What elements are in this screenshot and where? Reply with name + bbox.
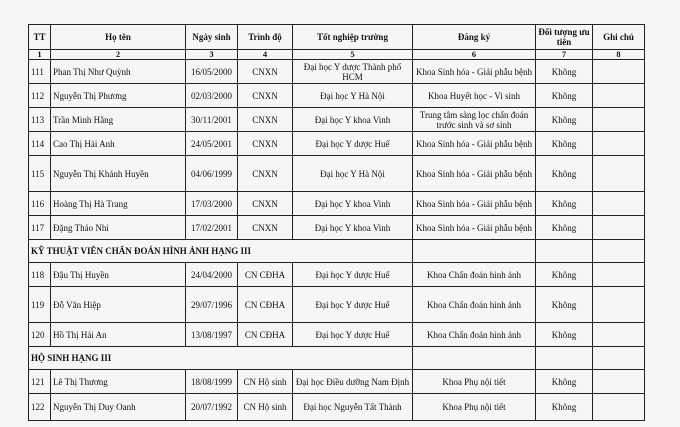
- cell-note: [593, 394, 645, 421]
- table-row: [29, 156, 645, 192]
- cell-name: Hồ Thị Hải An: [51, 323, 186, 347]
- cell-note: [593, 156, 645, 192]
- cell-tt: 112: [29, 84, 51, 108]
- cell-name: Nguyễn Thị Khánh Huyền: [51, 156, 186, 192]
- cell-level: CN CĐHA: [238, 263, 293, 287]
- col-num-8: 8: [593, 50, 645, 60]
- cell-register: Khoa Sinh hóa - Giải phẫu bệnh: [413, 156, 536, 192]
- cell-dob: 17/03/2000: [186, 192, 238, 216]
- cell-level: CNXN: [238, 60, 293, 84]
- cell-name: Đỗ Văn Hiệp: [51, 287, 186, 323]
- cell-tt: 117: [29, 216, 51, 240]
- cell-priority: Không: [536, 192, 593, 216]
- table-row: [29, 132, 645, 156]
- cell-level: CN CĐHA: [238, 287, 293, 323]
- cell-school: Đại học Điều dưỡng Nam Định: [293, 370, 413, 394]
- section-empty-cell: [536, 347, 593, 370]
- cell-priority: Không: [536, 263, 593, 287]
- cell-register: Khoa Phụ nội tiết: [413, 394, 536, 421]
- cell-school: Đại học Y Hà Nội: [293, 84, 413, 108]
- cell-tt: 113: [29, 108, 51, 132]
- cell-dob: 04/06/1999: [186, 156, 238, 192]
- cell-tt: 118: [29, 263, 51, 287]
- cell-tt: 116: [29, 192, 51, 216]
- cell-priority: Không: [536, 394, 593, 421]
- col-num-4: 4: [238, 50, 293, 60]
- cell-note: [593, 192, 645, 216]
- cell-tt: 114: [29, 132, 51, 156]
- cell-note: [593, 263, 645, 287]
- cell-priority: Không: [536, 108, 593, 132]
- section-row: [29, 347, 645, 370]
- cell-name: Lê Thị Thương: [51, 370, 186, 394]
- cell-dob: 24/04/2000: [186, 263, 238, 287]
- cell-tt: 115: [29, 156, 51, 192]
- header-register: Đăng ký: [413, 25, 536, 50]
- header-row: [29, 25, 645, 50]
- cell-school: Đại học Y khoa Vinh: [293, 108, 413, 132]
- cell-register: Khoa Sinh hóa - Giải phẫu bệnh: [413, 192, 536, 216]
- table-row: [29, 216, 645, 240]
- table-row: [29, 287, 645, 323]
- section-title-midwife: HỘ SINH HẠNG III: [29, 347, 413, 370]
- cell-tt: 111: [29, 60, 51, 84]
- header-tt: TT: [29, 25, 51, 50]
- section-empty-cell: [413, 240, 536, 263]
- cell-priority: Không: [536, 287, 593, 323]
- cell-level: CNXN: [238, 132, 293, 156]
- cell-school: Đại học Y khoa Vinh: [293, 192, 413, 216]
- table-row: [29, 370, 645, 394]
- section-empty-cell: [593, 240, 645, 263]
- cell-note: [593, 84, 645, 108]
- cell-level: CNXN: [238, 156, 293, 192]
- cell-level: CN CĐHA: [238, 323, 293, 347]
- cell-name: Nguyễn Thị Phương: [51, 84, 186, 108]
- header-note: Ghi chú: [593, 25, 645, 50]
- cell-dob: 18/08/1999: [186, 370, 238, 394]
- header-name: Họ tên: [51, 25, 186, 50]
- cell-note: [593, 108, 645, 132]
- cell-dob: 29/07/1996: [186, 287, 238, 323]
- cell-level: CN Hộ sinh: [238, 370, 293, 394]
- cell-tt: 120: [29, 323, 51, 347]
- cell-school: Đại học Y dược Huế: [293, 287, 413, 323]
- col-num-6: 6: [413, 50, 536, 60]
- cell-school: Đại học Y dược Huế: [293, 263, 413, 287]
- cell-name: Cao Thị Hải Anh: [51, 132, 186, 156]
- cell-register: Trung tâm sàng lọc chẩn đoán trước sinh và sơ sinh: [413, 108, 536, 132]
- table-row: [29, 84, 645, 108]
- col-num-5: 5: [293, 50, 413, 60]
- cell-register: Khoa Phụ nội tiết: [413, 370, 536, 394]
- table-row: [29, 192, 645, 216]
- cell-register: Khoa Chẩn đoán hình ảnh: [413, 287, 536, 323]
- cell-register: Khoa Sinh hóa - Giải phẫu bệnh: [413, 216, 536, 240]
- cell-name: Phan Thị Như Quỳnh: [51, 60, 186, 84]
- cell-priority: Không: [536, 156, 593, 192]
- cell-school: Đại học Y dược Huế: [293, 132, 413, 156]
- col-num-2: 2: [51, 50, 186, 60]
- cell-name: Nguyễn Thị Duy Oanh: [51, 394, 186, 421]
- cell-school: Đại học Y Hà Nội: [293, 156, 413, 192]
- cell-priority: Không: [536, 60, 593, 84]
- cell-dob: 24/05/2001: [186, 132, 238, 156]
- cell-note: [593, 287, 645, 323]
- cell-school: Đại học Nguyễn Tất Thành: [293, 394, 413, 421]
- cell-register: Khoa Sinh hóa - Giải phẫu bệnh: [413, 60, 536, 84]
- cell-note: [593, 216, 645, 240]
- table-row: [29, 323, 645, 347]
- cell-level: CNXN: [238, 216, 293, 240]
- cell-register: Khoa Sinh hóa - Giải phẫu bệnh: [413, 132, 536, 156]
- cell-note: [593, 370, 645, 394]
- cell-register: Khoa Chẩn đoán hình ảnh: [413, 263, 536, 287]
- table-body: [29, 60, 645, 421]
- section-row: [29, 240, 645, 263]
- cell-note: [593, 132, 645, 156]
- cell-dob: 20/07/1992: [186, 394, 238, 421]
- cell-name: Đặng Thảo Nhi: [51, 216, 186, 240]
- cell-priority: Không: [536, 216, 593, 240]
- cell-level: CNXN: [238, 192, 293, 216]
- header-dob: Ngày sinh: [186, 25, 238, 50]
- cell-school: Đại học Y khoa Vinh: [293, 216, 413, 240]
- cell-priority: Không: [536, 132, 593, 156]
- column-number-row: [29, 50, 645, 60]
- col-num-7: 7: [536, 50, 593, 60]
- cell-dob: 30/11/2001: [186, 108, 238, 132]
- cell-priority: Không: [536, 370, 593, 394]
- table-row: [29, 263, 645, 287]
- cell-level: CNXN: [238, 108, 293, 132]
- header-school: Tốt nghiệp trường: [293, 25, 413, 50]
- cell-dob: 17/02/2001: [186, 216, 238, 240]
- cell-level: CNXN: [238, 84, 293, 108]
- header-level: Trình độ: [238, 25, 293, 50]
- section-title-imaging: KỸ THUẬT VIÊN CHẨN ĐOÁN HÌNH ẢNH HẠNG III: [29, 240, 413, 263]
- section-empty-cell: [593, 347, 645, 370]
- col-num-3: 3: [186, 50, 238, 60]
- section-empty-cell: [536, 240, 593, 263]
- col-num-1: 1: [29, 50, 51, 60]
- cell-school: Đại học Y dược Thành phố HCM: [293, 60, 413, 84]
- cell-register: Khoa Huyết học - Vi sinh: [413, 84, 536, 108]
- cell-priority: Không: [536, 84, 593, 108]
- cell-note: [593, 60, 645, 84]
- cell-name: Hoàng Thị Hà Trang: [51, 192, 186, 216]
- cell-dob: 02/03/2000: [186, 84, 238, 108]
- candidate-table: [28, 24, 645, 421]
- cell-tt: 122: [29, 394, 51, 421]
- candidate-table-sheet: [28, 24, 645, 421]
- table-row: [29, 108, 645, 132]
- cell-note: [593, 323, 645, 347]
- cell-school: Đại học Y dược Huế: [293, 323, 413, 347]
- cell-dob: 13/08/1997: [186, 323, 238, 347]
- cell-register: Khoa Chẩn đoán hình ảnh: [413, 323, 536, 347]
- table-row: [29, 60, 645, 84]
- cell-tt: 121: [29, 370, 51, 394]
- cell-tt: 119: [29, 287, 51, 323]
- cell-priority: Không: [536, 323, 593, 347]
- cell-name: Đậu Thị Huyền: [51, 263, 186, 287]
- cell-name: Trần Minh Hằng: [51, 108, 186, 132]
- section-empty-cell: [413, 347, 536, 370]
- cell-level: CN Hộ sinh: [238, 394, 293, 421]
- header-priority: Đối tượng ưu tiên: [536, 25, 593, 50]
- cell-dob: 16/05/2000: [186, 60, 238, 84]
- table-row: [29, 394, 645, 421]
